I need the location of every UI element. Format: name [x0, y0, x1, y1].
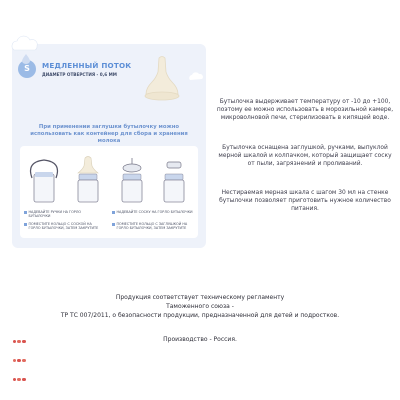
- bottle-illustration: [68, 154, 108, 204]
- flow-title: МЕДЛЕННЫЙ ПОТОК: [42, 61, 132, 70]
- infographic-card: [12, 44, 206, 248]
- cloud-icon: [8, 34, 42, 52]
- step-caption: ПОМЕСТИТЕ КОЛЬЦО С СОСКОЙ НА ГОРЛО БУТЫЛОЧКИ, ЗАТЕМ ЗАКРУТИТЕ: [24, 222, 98, 231]
- compliance-text: Продукция соответствует техническому регламенту Таможенного союза - ТР ТС 007/2011, о безопасности продукции, предназначенной для детей и подростков.: [60, 294, 340, 319]
- water-drop-icon: [22, 54, 30, 64]
- bottle-illustration: [112, 154, 152, 204]
- step-caption: ПОМЕСТИТЕ КОЛЬЦО С ЗАГЛУШКОЙ НА ГОРЛО БУТЫЛОЧКИ, ЗАТЕМ ЗАКРУТИТЕ: [112, 222, 187, 231]
- step-caption: НАДЕВАЙТЕ СОСКУ НА ГОРЛО БУТЫЛОЧКИ: [112, 210, 193, 214]
- bottle-illustration: [154, 154, 194, 204]
- flow-subtitle: ДИАМЕТР ОТВЕРСТИЯ - 0,6 ММ: [42, 72, 117, 77]
- brand-logo: [12, 329, 32, 386]
- assembly-panel: [20, 146, 198, 238]
- cloud-icon: [188, 72, 204, 81]
- step-caption: НАДЕВАЙТЕ РУЧКИ НА ГОРЛО БУТЫЛОЧКИ: [24, 210, 81, 219]
- description-paragraph: Нестираемая мерная шкала с шагом 30 мл на стенке бутылочки позволяет приготовить нужное количество питания.: [219, 190, 391, 213]
- flow-level-badge: S: [18, 60, 36, 78]
- nipple-icon: [142, 54, 182, 112]
- container-note: При применении заглушки бутылочку можно использовать как контейнер для сбора и хранения молока: [30, 124, 188, 144]
- description-paragraph: Бутылочка выдерживает температуру от -10 до +100, поэтому ее можно использовать в морозильной камере, микроволновой печи, стерилизовать в кипящей воде.: [216, 99, 394, 122]
- description-paragraph: Бутылочка оснащена заглушкой, ручками, выпуклой мерной шкалой и колпачком, который защищает соску от пыли, загрязнений и проливаний.: [218, 145, 392, 168]
- origin-text: Производство - Россия.: [163, 336, 237, 343]
- bottle-illustration: [24, 154, 64, 204]
